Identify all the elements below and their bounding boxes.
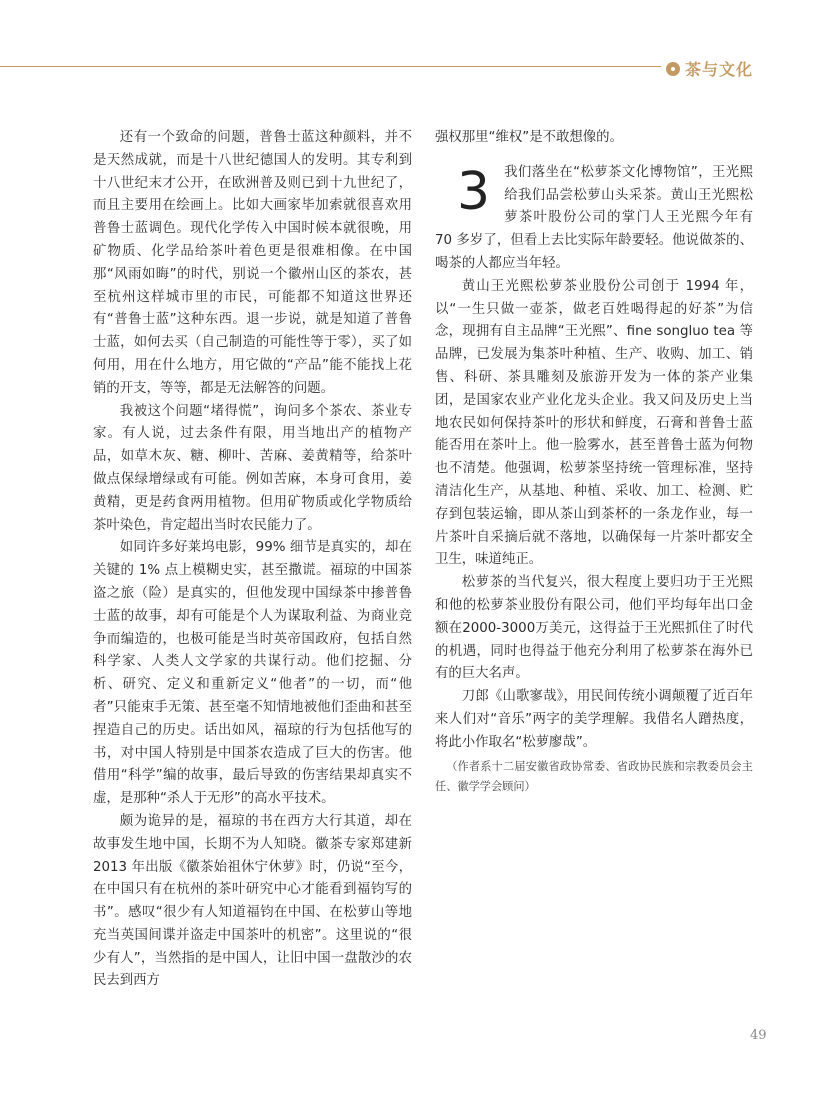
section-paragraph (435, 162, 753, 276)
paragraph: 如同许多好莱坞电影，99% 细节是真实的，却在关键的 1% 点上模糊史实，甚至撒谎。福琼的中国茶盗之旅（险）是真实的，但他发现中国绿茶中掺普鲁士蓝的故事，却有可能是个人为谋取利益、为商业竞争而编造的，也极可能是当时英帝国政府，包括自然科学家、人类人文学家的共谋行动。他们挖掘、分析、研究、定义和重新定义“他者”的一切，而“他者”只能束手无策、甚至毫不知情地被他们歪曲和甚至捏造自己的历史。话出如风，福琼的行为包括他写的书，对中国人特别是中国茶农造成了巨大的伤害。他借用“科学”编的故事，最后导致的伤害结果却真实不虚，是那种“杀人于无形”的高水平技术。 (93, 540, 412, 807)
paragraph: 刀郎《山歌寥哉》，用民间传统小调颠覆了近百年来人们对“音乐”两字的美学理解。我借名人蹭热度，将此小作取名“松萝廖哉”。 (435, 689, 753, 750)
page-number: 49 (750, 1028, 767, 1043)
paragraph: 颇为诡异的是，福琼的书在西方大行其道，却在故事发生地中国，长期不为人知晓。徽茶专家郑建新 2013 年出版《徽茶始祖休宁休萝》时，仍说“至今，在中国只有在杭州的茶叶研究中心才能看到福钧写的书”。感叹“很少有人知道福钧在中国、在松萝山等地充当英国间谍并盗走中国茶叶的机密”。这里说的“很少有人”，当然指的是中国人，让旧中国一盘散沙的农民去到西方 (93, 813, 412, 989)
header-rule (0, 66, 661, 67)
paragraph: 松萝茶的当代复兴，很大程度上要归功于王光熙和他的松萝茶业股份有限公司，他们平均每年出口金额在2000-3000万美元，这得益于王光熙抓住了时代的机遇，同时也得益于他充分利用了松萝茶在海外已有的巨大名声。 (435, 575, 753, 682)
circle-dot-icon (666, 62, 680, 76)
paragraph: 黄山王光熙松萝茶业股份公司创于 1994 年，以“一生只做一壶茶，做老百姓喝得起的好茶”为信念，现拥有自主品牌“王光熙”、fine songluo tea 等品牌，已发展为集茶叶种植、生产、收购、加工、销售、科研、茶具雕刻及旅游开发为一体的茶产业集团，是国家农业产业化龙头企业。我又问及历史上当地农民如何保持茶叶的形状和鲜度，石膏和普鲁士蓝能否用在茶叶上。他一脸雾水，甚至普鲁士蓝为何物也不清楚。他强调，松萝茶坚持统一管理标准，坚持清洁化生产，从基地、种植、采收、加工、检测、贮存到包装运输，即从茶山到茶杯的一条龙作业，每一片茶叶自采摘后就不落地，以确保每一片茶叶都安全卫生，味道纯正。 (435, 278, 753, 568)
paragraph: 我被这个问题“堵得慌”，询问多个茶农、茶业专家。有人说，过去条件有限，用当地出产的植物产品，如草木灰、糖、柳叶、苦麻、姜黄精等，给茶叶做点保绿增绿或有可能。例如苦麻，本身可食用，姜黄精，更是药食两用植物。但用矿物质或化学物质给茶叶染色，肯定超出当时农民能力了。 (93, 403, 412, 533)
author-note: （作者系十二届安徽省政协常委、省政协民族和宗教委员会主任、徽学学会顾问） (435, 759, 753, 793)
paragraph: 还有一个致命的问题，普鲁士蓝这种颜料，并不是天然成就，而是十八世纪德国人的发明。其专利到十八世纪末才公开，在欧洲普及则已到十九世纪了，而且主要用在绘画上。比如大画家毕加索就很喜欢用普鲁士蓝调色。现代化学传入中国时候本就很晚，用矿物质、化学品给茶叶着色更是很难相像。在中国那“风雨如晦”的时代，别说一个徽州山区的茶农，甚至杭州这样城市里的市民，可能都不知道这世界还有“普鲁士蓝”这种东西。退一步说，就是知道了普鲁士蓝，如何去买（自己制造的可能性等于零），买了如何用，用在什么地方，用它做的“产品”能不能找上花销的开支，等等，都是无法解答的问题。 (93, 130, 412, 396)
paragraph-text: 我们落坐在“松萝茶文化博物馆”，王光熙给我们品尝松萝山头采茶。黄山王光熙松萝茶叶股份公司的掌门人王光熙今年有 70 多岁了，但看上去比实际年龄要轻。他说做茶的、喝茶的人都应当年轻。 (435, 164, 753, 271)
section-title: 茶与文化 (685, 60, 754, 79)
right-column (435, 127, 753, 797)
section-number: 3 (457, 161, 491, 222)
section-header (666, 57, 753, 80)
paragraph-continuation: 强权那里“维权”是不敢想像的。 (435, 130, 623, 145)
left-column (93, 127, 412, 993)
